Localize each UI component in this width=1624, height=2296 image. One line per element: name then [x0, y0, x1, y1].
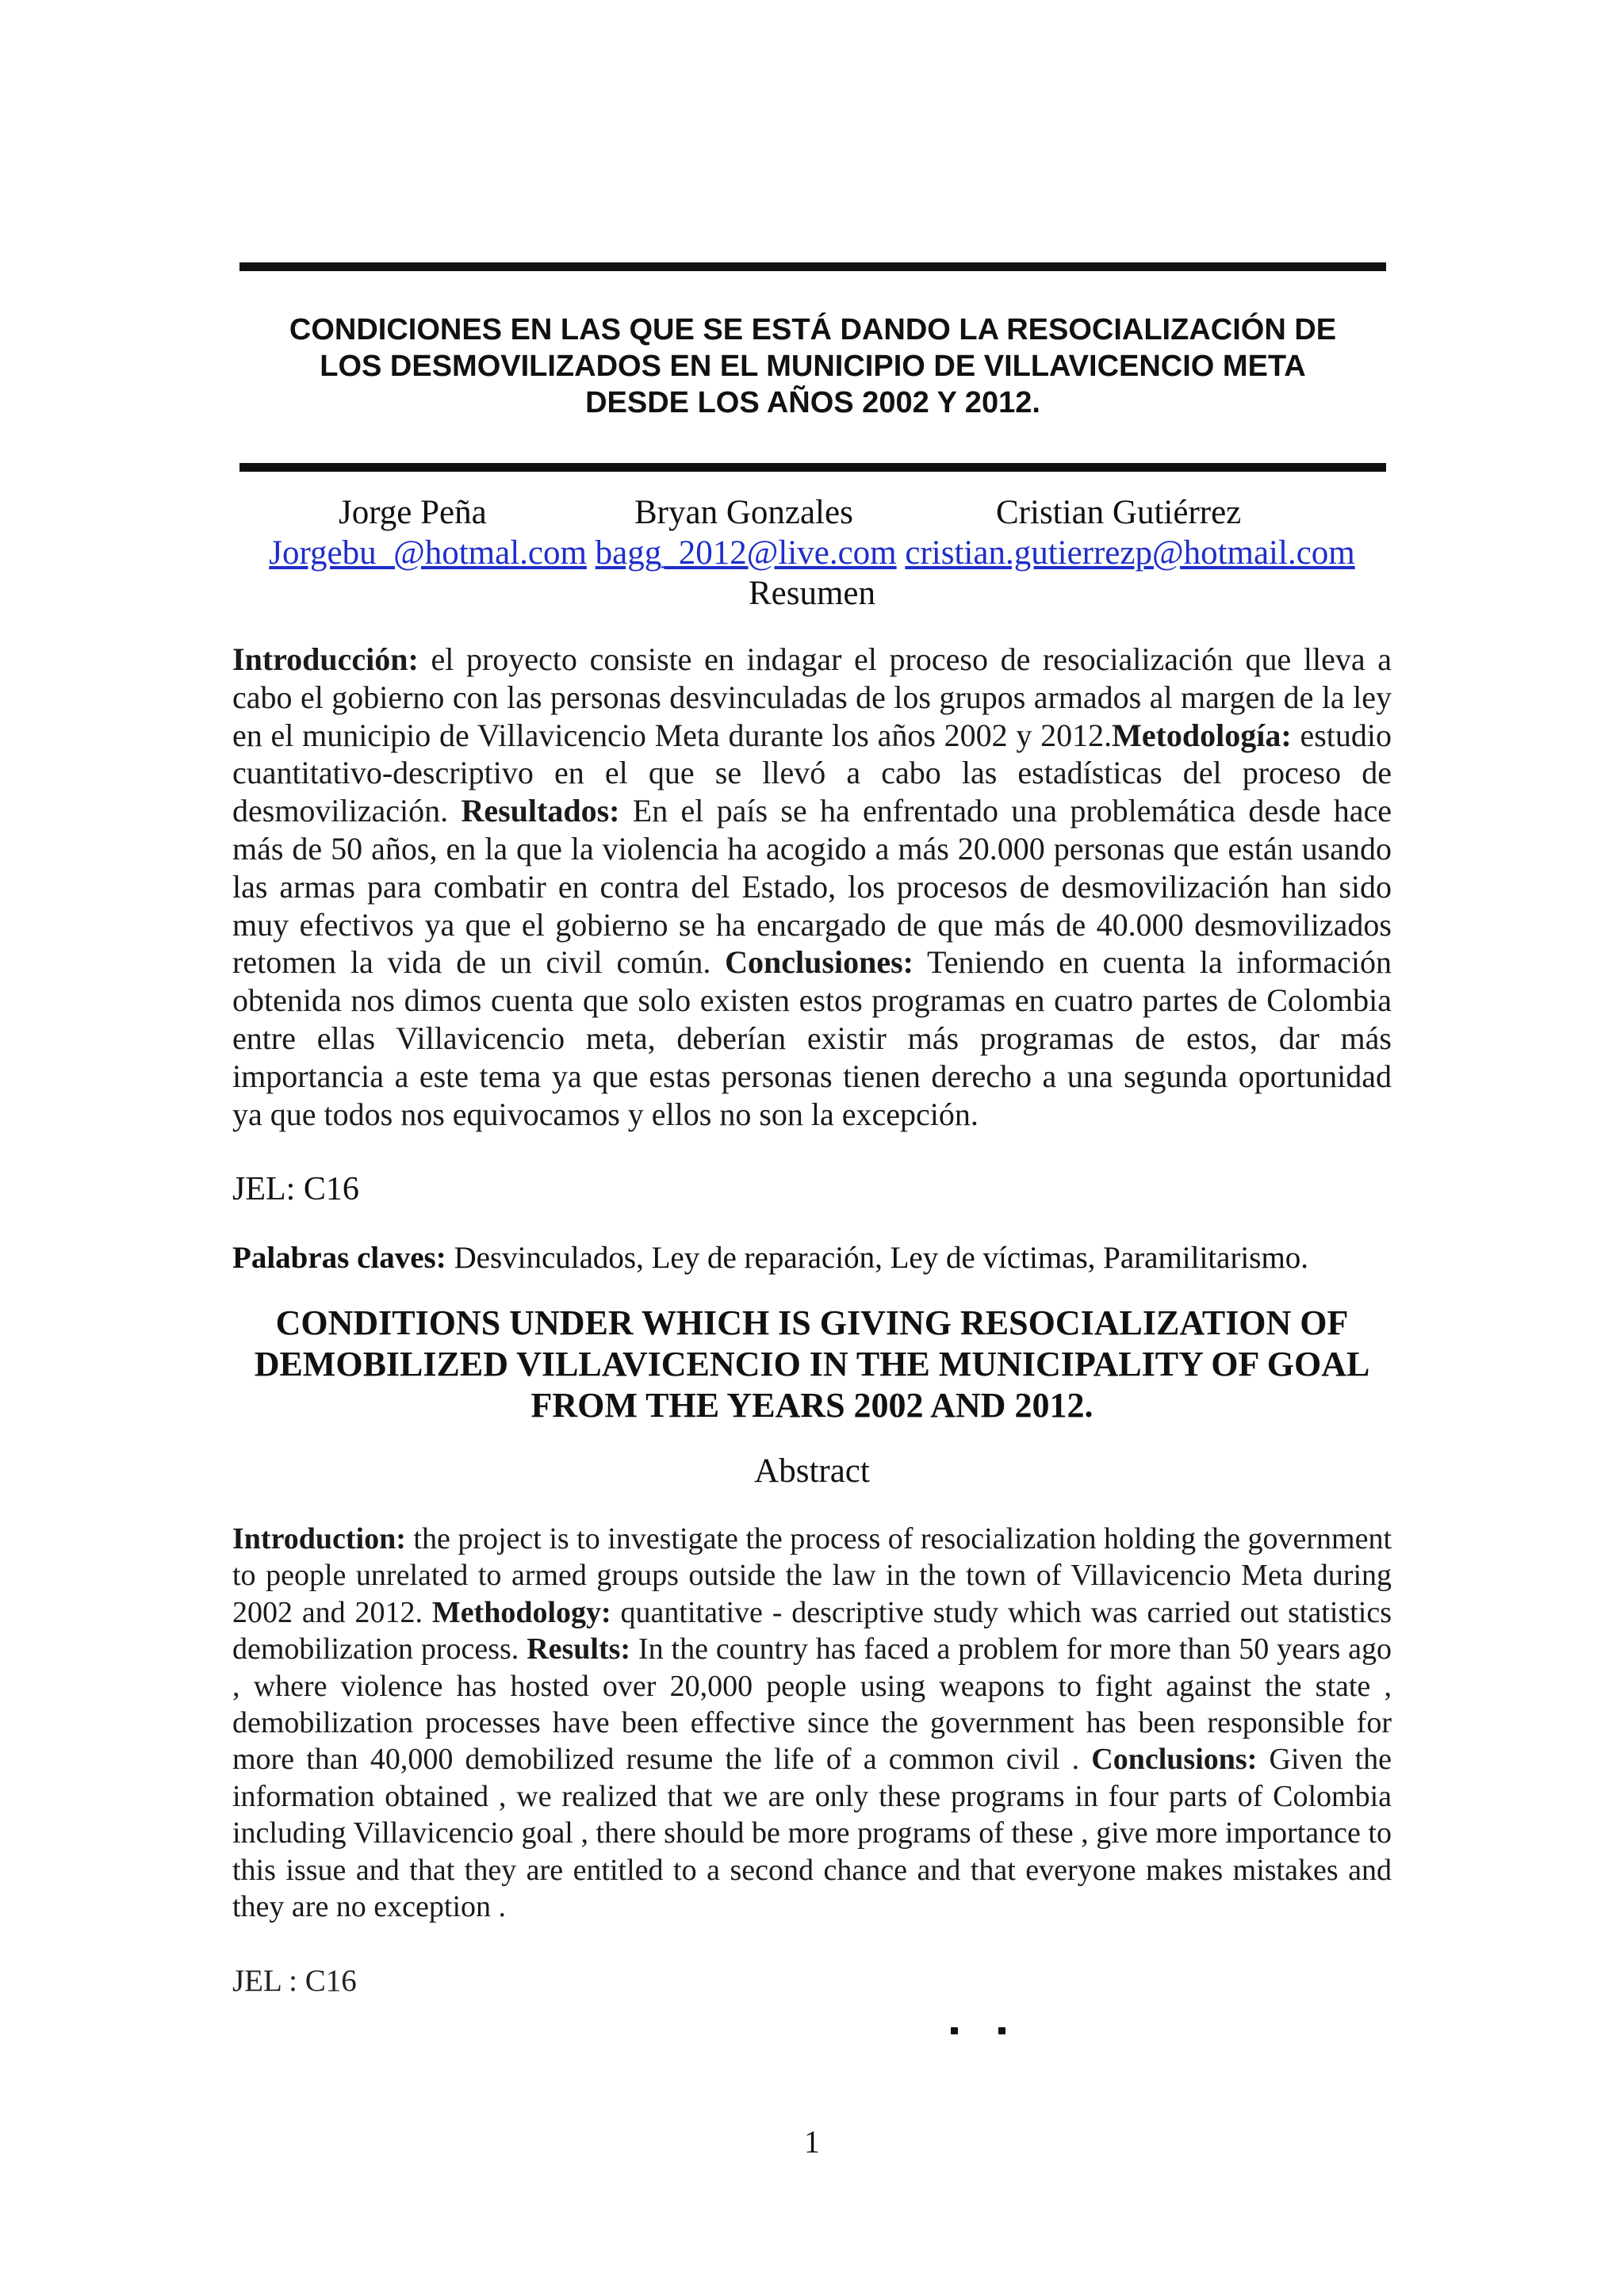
- abstract-paragraph: [232, 1521, 1392, 1925]
- intro-label: Introducción:: [232, 641, 419, 677]
- results-text: In the country has faced a problem for more than 50 years ago , where violence has hosted over 20,000 people using weapons to fight against the state , demobilization processes have been effective since the government has been responsible for more than 40,000 demobilized resume the life of a common civil .: [232, 1632, 1392, 1777]
- author-name: Bryan Gonzales: [634, 494, 853, 531]
- spanish-title-line: DESDE LOS AÑOS 2002 Y 2012.: [585, 386, 1040, 419]
- conclusions-text: Given the information obtained , we realized that we are only these programs in four parts of Colombia including Villavicencio goal , there should be more programs of these , give more importance to this issue and that they are entitled to a second chance and that everyone makes mistakes and they are no exception .: [232, 1743, 1392, 1924]
- stray-dot-mark: [951, 2027, 958, 2034]
- author-email-link[interactable]: cristian.gutierrezp@hotmail.com: [905, 534, 1355, 572]
- english-title-line: CONDITIONS UNDER WHICH IS GIVING RESOCIALIZATION OF: [275, 1303, 1349, 1342]
- english-title: [0, 1303, 1624, 1426]
- abstract-heading: Abstract: [754, 1452, 870, 1490]
- jel-code-en: JEL : C16: [232, 1964, 357, 1998]
- keywords: [232, 1239, 1308, 1277]
- results-label: Results:: [527, 1632, 631, 1667]
- english-title-line: DEMOBILIZED VILLAVICENCIO IN THE MUNICIPALITY OF GOAL: [254, 1345, 1370, 1383]
- spanish-title: [239, 312, 1386, 421]
- results-text: En el país se ha enfrentado una problemática desde hace más de 50 años, en la que la violencia ha acogido a más 20.000 personas que están usando las armas para combatir en contra del Estado, los procesos de desmovilización han sido muy efectivos ya que el gobierno se ha encargado de que más de 40.000 desmovilizados retomen la vida de un civil común.: [232, 793, 1392, 981]
- spanish-title-line: LOS DESMOVILIZADOS EN EL MUNICIPIO DE VILLAVICENCIO META: [320, 350, 1306, 383]
- author-name: Cristian Gutiérrez: [996, 494, 1242, 531]
- english-title-line: FROM THE YEARS 2002 AND 2012.: [530, 1386, 1094, 1425]
- conclusions-label: Conclusions:: [1091, 1743, 1258, 1777]
- author-emails: [0, 534, 1624, 573]
- author-email-link[interactable]: Jorgebu_@hotmal.com: [269, 534, 587, 572]
- method-label: Metodología:: [1112, 717, 1292, 753]
- spanish-title-line: CONDICIONES EN LAS QUE SE ESTÁ DANDO LA RESOCIALIZACIÓN DE: [289, 313, 1337, 346]
- intro-label: Introduction:: [232, 1522, 406, 1556]
- title-rule-top: [239, 262, 1386, 271]
- page-number: 1: [804, 2124, 820, 2160]
- intro-text: el proyecto consiste en indagar el proceso de resocialización que lleva a cabo el gobierno con las personas desvinculadas de los grupos armados al margen de la ley en el municipio de Villavicencio Meta durante los años 2002 y 2012.: [232, 641, 1392, 753]
- method-text: estudio cuantitativo-descriptivo en el que se llevó a cabo las estadísticas del proceso de desmovilización.: [232, 717, 1392, 829]
- resumen-paragraph: [232, 641, 1392, 1133]
- method-label: Methodology:: [431, 1595, 611, 1629]
- author-email-link[interactable]: bagg_2012@live.com: [595, 534, 897, 572]
- jel-code-es: JEL: C16: [232, 1171, 359, 1207]
- conclusions-text: Teniendo en cuenta la información obtenida nos dimos cuenta que solo existen estos programas en cuatro partes de Colombia entre ellas Villavicencio meta, deberían existir más programas de estos, dar más importancia a este tema ya que estas personas tienen derecho a una segunda oportunidad ya que todos nos equivocamos y ellos no son la excepción.: [232, 944, 1392, 1132]
- keywords-text: Desvinculados, Ley de reparación, Ley de víctimas, Paramilitarismo.: [454, 1241, 1309, 1275]
- author-name: Jorge Peña: [339, 494, 487, 531]
- method-text: quantitative - descriptive study which was carried out statistics demobilization process.: [232, 1595, 1392, 1667]
- resumen-heading: Resumen: [748, 575, 876, 612]
- results-label: Resultados:: [461, 793, 620, 829]
- intro-text: the project is to investigate the process of resocialization holding the government to people unrelated to armed groups outside the law in the town of Villavicencio Meta during 2002 and 2012.: [232, 1522, 1392, 1629]
- stray-dot-mark: [998, 2027, 1005, 2034]
- conclusions-label: Conclusiones:: [725, 944, 914, 981]
- keywords-label: Palabras claves:: [232, 1241, 446, 1275]
- title-rule-bottom: [239, 463, 1386, 472]
